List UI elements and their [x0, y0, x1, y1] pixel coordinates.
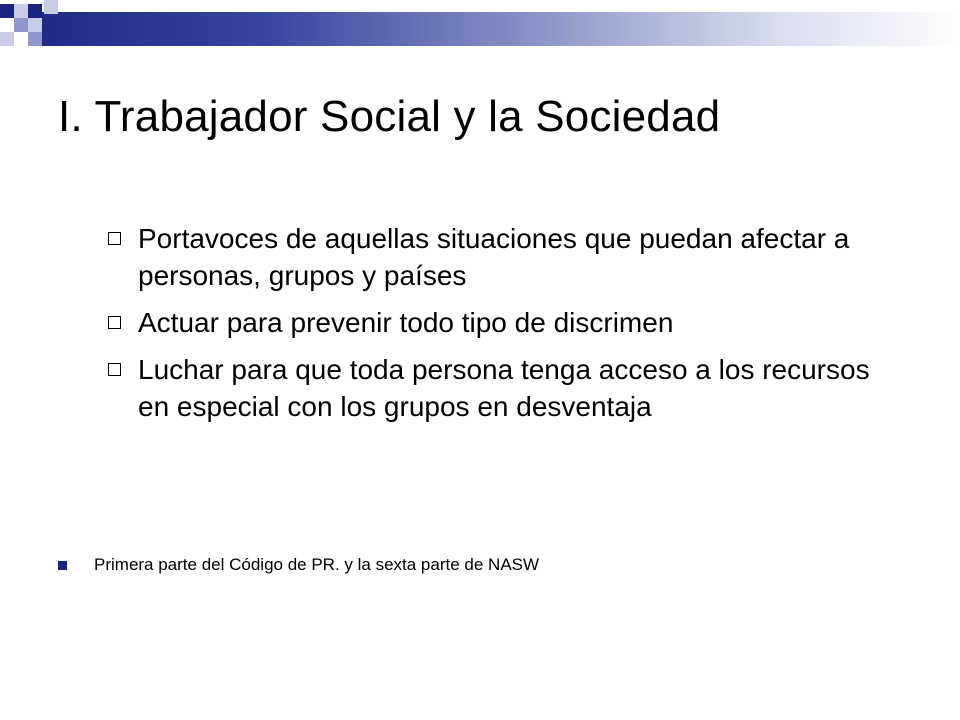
decor-square [28, 32, 42, 46]
bullet-item [108, 220, 908, 294]
footnote-text: Primera parte del Código de PR. y la sexta parte de NASW [94, 555, 540, 574]
bullet-text: Luchar para que toda persona tenga acceso a los recursos en especial con los grupos en desventaja [138, 354, 870, 422]
decor-square [14, 4, 28, 18]
decor-square [0, 4, 14, 18]
decor-square [28, 18, 42, 32]
decor-square [28, 4, 42, 18]
checkbox-bullet-icon [108, 316, 121, 329]
decor-square [14, 18, 28, 32]
bullet-text: Actuar para prevenir todo tipo de discrimen [138, 307, 674, 338]
bullet-text: Portavoces de aquellas situaciones que puedan afectar a personas, grupos y países [138, 223, 850, 291]
bullet-item [108, 304, 908, 341]
decor-square [0, 32, 14, 46]
decor-square [44, 0, 58, 14]
bullet-item [108, 351, 908, 425]
checkbox-bullet-icon [108, 363, 121, 376]
slide-title: I. Trabajador Social y la Sociedad [58, 92, 721, 141]
checkbox-bullet-icon [108, 232, 121, 245]
square-bullet-icon [58, 561, 67, 570]
header-gradient-bar [40, 12, 960, 46]
bullet-list [108, 220, 908, 435]
